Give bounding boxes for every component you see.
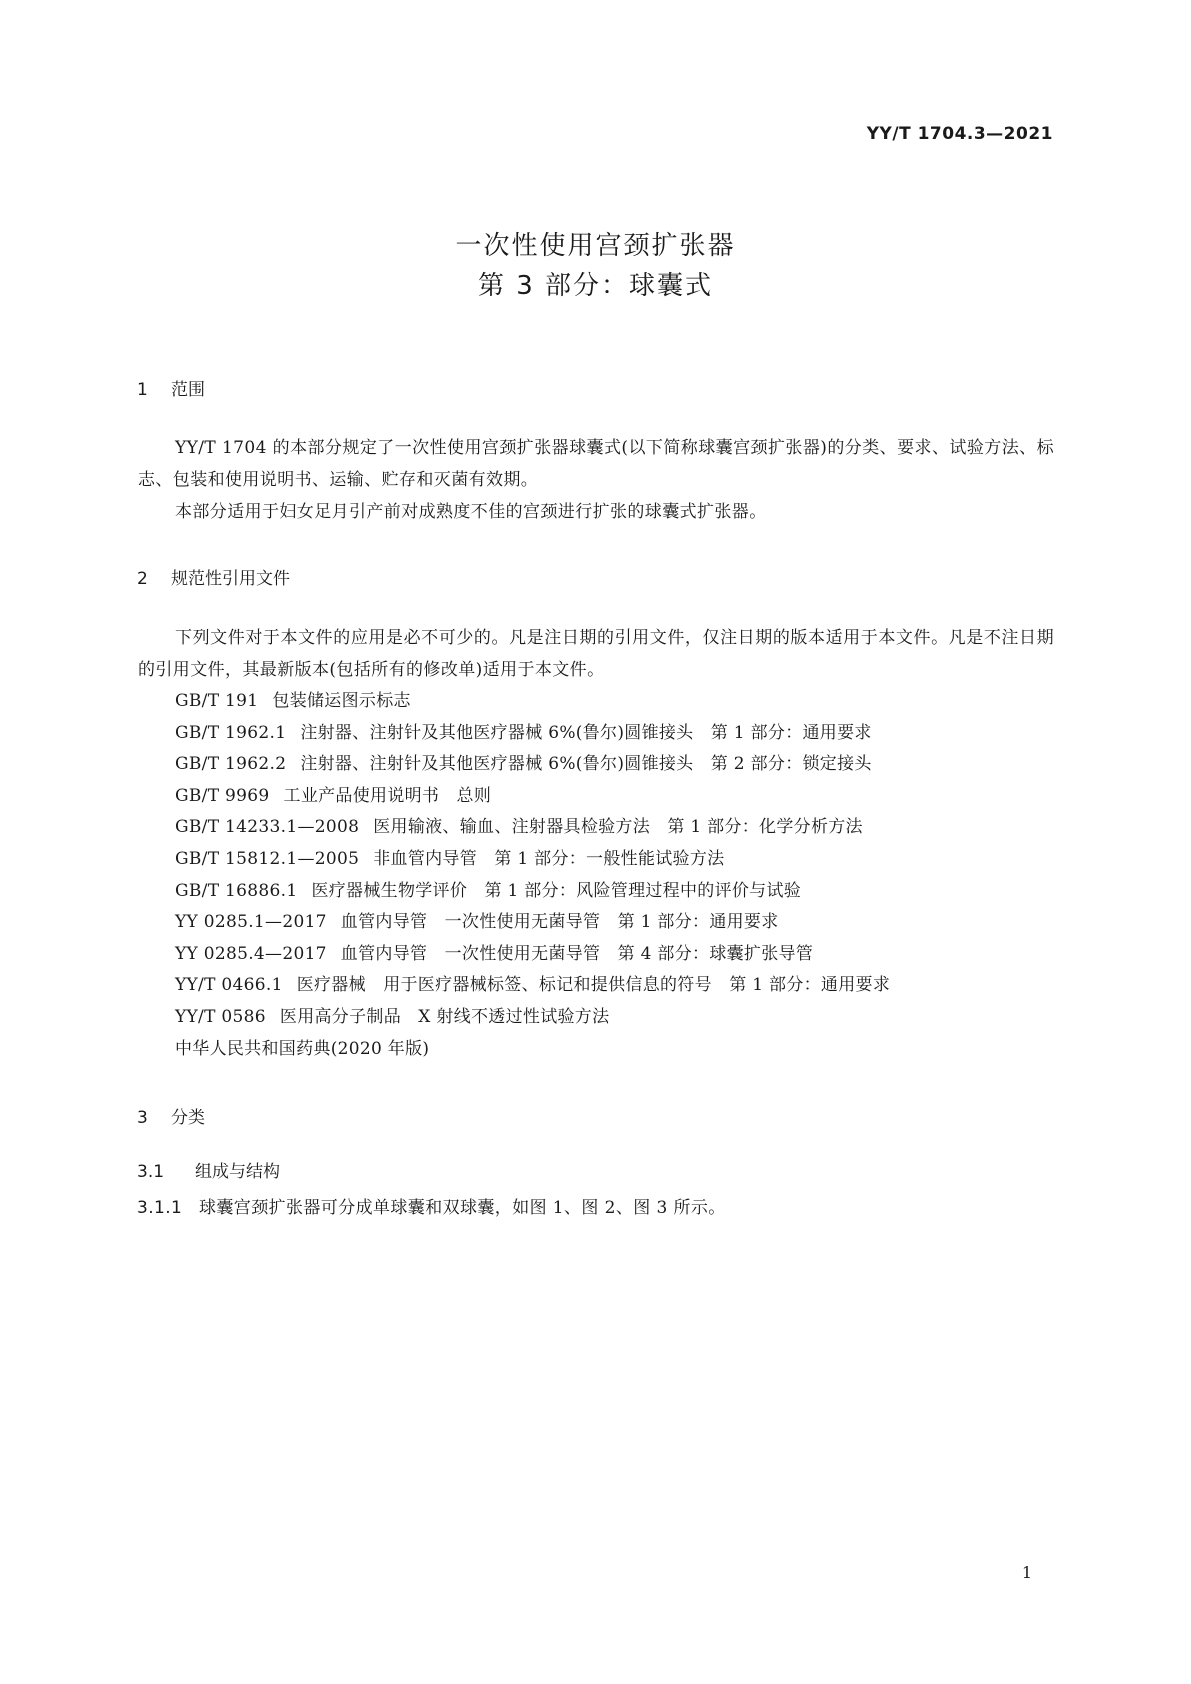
reference-item	[175, 749, 890, 781]
reference-item	[175, 718, 890, 750]
reference-code: GB/T 1962.2	[175, 754, 287, 775]
reference-item	[175, 876, 890, 908]
clause-text: 球囊宫颈扩张器可分成单球囊和双球囊，如图 1、图 2、图 3 所示。	[199, 1198, 726, 1218]
subsection-heading-composition	[137, 1157, 280, 1182]
reference-item	[175, 812, 890, 844]
section-heading-normative-references	[137, 564, 290, 589]
reference-code: GB/T 9969	[175, 785, 270, 806]
section-heading-classification	[137, 1103, 205, 1128]
reference-title: 医疗器械生物学评价 第 1 部分：风险管理过程中的评价与试验	[311, 880, 802, 901]
subsection-number: 3.1	[137, 1162, 165, 1182]
reference-item	[175, 1002, 890, 1034]
title-part: 第 3 部分：球囊式	[477, 271, 714, 301]
reference-title: 医疗器械 用于医疗器械标签、标记和提供信息的符号 第 1 部分：通用要求	[296, 975, 891, 996]
section-title: 范围	[171, 380, 205, 400]
reference-item	[175, 970, 890, 1002]
reference-code: YY/T 0466.1	[175, 975, 283, 996]
reference-item	[175, 686, 890, 718]
reference-title: 工业产品使用说明书 总则	[283, 785, 492, 806]
reference-code: YY/T 0586	[175, 1006, 266, 1027]
reference-title: 医用高分子制品 X 射线不透过性试验方法	[279, 1006, 610, 1027]
reference-code: GB/T 1962.1	[175, 722, 287, 743]
section-title: 规范性引用文件	[171, 569, 290, 589]
reference-item	[175, 939, 890, 971]
reference-title: 医用输液、输血、注射器具检验方法 第 1 部分：化学分析方法	[373, 817, 863, 838]
reference-title: 非血管内导管 第 1 部分：一般性能试验方法	[373, 848, 725, 869]
reference-code: GB/T 16886.1	[175, 880, 298, 901]
title-main: 一次性使用宫颈扩张器	[455, 231, 736, 261]
reference-title: 中华人民共和国药典(2020 年版)	[175, 1038, 430, 1059]
scope-paragraph-1: YY/T 1704 的本部分规定了一次性使用宫颈扩张器球囊式(以下简称球囊宫颈扩张器)的分类、要求、试验方法、标志、包装和使用说明书、运输、贮存和灭菌有效期。	[138, 438, 1054, 490]
document-title	[0, 226, 1191, 306]
clause-3-1-1	[137, 1193, 726, 1218]
reference-item	[175, 1034, 890, 1066]
reference-list	[175, 686, 890, 1065]
reference-code: YY 0285.1—2017	[175, 912, 327, 933]
subsection-title: 组成与结构	[195, 1162, 280, 1182]
page-number: 1	[1021, 1563, 1032, 1582]
reference-item	[175, 781, 890, 813]
section-heading-scope	[137, 375, 205, 400]
section-number: 1	[137, 380, 148, 400]
reference-code: GB/T 14233.1—2008	[175, 817, 360, 838]
reference-item	[175, 907, 890, 939]
standard-code: YY/T 1704.3—2021	[866, 124, 1053, 144]
reference-item	[175, 844, 890, 876]
section-number: 2	[137, 569, 148, 589]
section-title: 分类	[171, 1108, 205, 1128]
references-intro: 下列文件对于本文件的应用是必不可少的。凡是注日期的引用文件，仅注日期的版本适用于本文件。凡是不注日期的引用文件，其最新版本(包括所有的修改单)适用于本文件。	[138, 628, 1054, 680]
reference-code: YY 0285.4—2017	[175, 943, 327, 964]
reference-title: 血管内导管 一次性使用无菌导管 第 4 部分：球囊扩张导管	[340, 943, 814, 964]
reference-title: 包装储运图示标志	[272, 691, 411, 711]
section-number: 3	[137, 1108, 148, 1128]
clause-number: 3.1.1	[137, 1198, 183, 1218]
reference-title: 注射器、注射针及其他医疗器械 6%(鲁尔)圆锥接头 第 1 部分：通用要求	[300, 722, 872, 743]
scope-paragraph-2: 本部分适用于妇女足月引产前对成熟度不佳的宫颈进行扩张的球囊式扩张器。	[175, 502, 767, 522]
reference-code: GB/T 191	[175, 691, 259, 711]
reference-code: GB/T 15812.1—2005	[175, 848, 360, 869]
reference-title: 注射器、注射针及其他医疗器械 6%(鲁尔)圆锥接头 第 2 部分：锁定接头	[300, 754, 872, 775]
reference-title: 血管内导管 一次性使用无菌导管 第 1 部分：通用要求	[340, 912, 779, 933]
